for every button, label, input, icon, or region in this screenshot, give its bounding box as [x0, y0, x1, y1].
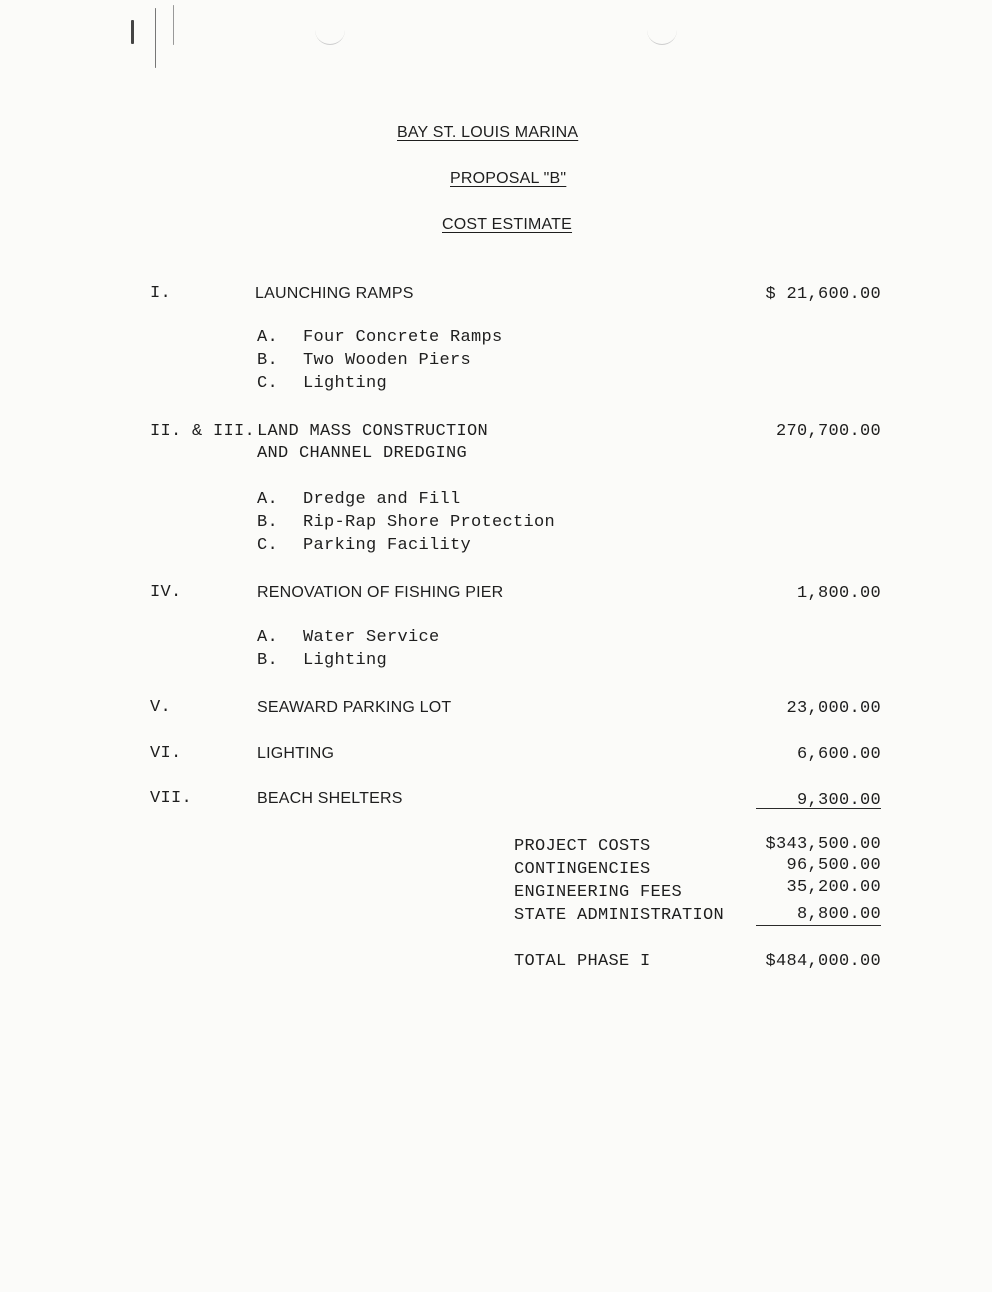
item-amount: $ 21,600.00: [765, 285, 881, 304]
item-amount: 9,300.00: [796, 791, 881, 810]
subitem-text: Dredge and Fill: [303, 490, 461, 509]
punch-hole-right: [647, 30, 677, 45]
summary-amount: 8,800.00: [796, 905, 881, 924]
item-number: II. & III.: [150, 422, 256, 441]
item-number: VI.: [150, 744, 182, 763]
subitem-letter: B.: [257, 513, 279, 532]
punch-hole-left: [315, 30, 345, 45]
summary-label: PROJECT COSTS: [514, 837, 651, 856]
item-number: VII.: [150, 789, 193, 808]
item-number: V.: [150, 698, 172, 717]
item-amount: 6,600.00: [796, 745, 881, 764]
summary-amount: 96,500.00: [786, 856, 881, 875]
subitem-text: Parking Facility: [303, 536, 472, 555]
item-number: IV.: [150, 583, 182, 602]
item-title: LAUNCHING RAMPS: [255, 285, 414, 302]
margin-mark: [155, 8, 156, 68]
summary-label: ENGINEERING FEES: [514, 883, 683, 902]
summary-label: CONTINGENCIES: [514, 860, 651, 879]
item-title: LIGHTING: [257, 745, 335, 762]
proposal-label: PROPOSAL "B": [450, 170, 567, 187]
subitem-text: Lighting: [303, 374, 388, 393]
subitem-letter: A.: [257, 328, 279, 347]
item-title: LAND MASS CONSTRUCTION: [257, 422, 489, 441]
margin-mark: [173, 5, 174, 45]
subitem-letter: C.: [257, 374, 279, 393]
cost-estimate-heading: COST ESTIMATE: [442, 216, 573, 233]
summary-rule: [756, 925, 881, 926]
total-label: TOTAL PHASE I: [514, 952, 651, 971]
summary-amount: 35,200.00: [786, 878, 881, 897]
subitem-text: Four Concrete Ramps: [303, 328, 503, 347]
margin-mark: [131, 20, 134, 44]
subitem-text: Two Wooden Piers: [303, 351, 472, 370]
subitem-letter: B.: [257, 651, 279, 670]
item-amount: 270,700.00: [775, 422, 881, 441]
subitem-letter: A.: [257, 628, 279, 647]
subitem-text: Water Service: [303, 628, 440, 647]
summary-label: STATE ADMINISTRATION: [514, 906, 725, 925]
subitem-letter: C.: [257, 536, 279, 555]
subitem-text: Lighting: [303, 651, 388, 670]
item-title: AND CHANNEL DREDGING: [257, 444, 468, 463]
item-title: SEAWARD PARKING LOT: [257, 699, 452, 716]
item-amount: 1,800.00: [796, 584, 881, 603]
subitem-text: Rip-Rap Shore Protection: [303, 513, 556, 532]
subitem-letter: A.: [257, 490, 279, 509]
total-amount: $484,000.00: [765, 952, 881, 971]
subitem-letter: B.: [257, 351, 279, 370]
item-title: RENOVATION OF FISHING PIER: [257, 584, 504, 601]
document-title: BAY ST. LOUIS MARINA: [397, 124, 579, 141]
summary-amount: $343,500.00: [765, 835, 881, 854]
item-amount: 23,000.00: [786, 699, 881, 718]
item-number: I.: [150, 284, 172, 303]
item-title: BEACH SHELTERS: [257, 790, 403, 807]
subtotal-rule: [756, 808, 881, 809]
